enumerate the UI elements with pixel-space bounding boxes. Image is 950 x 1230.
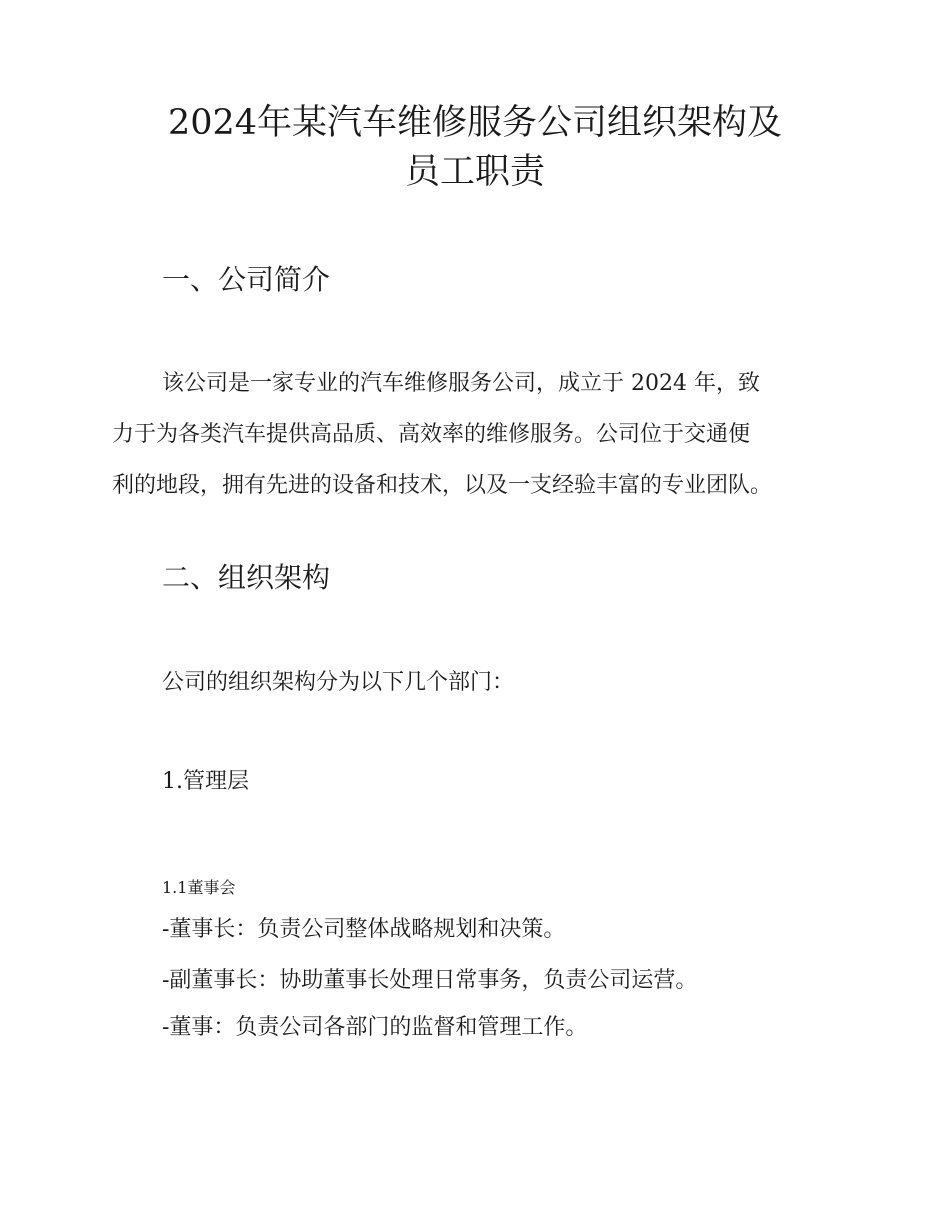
section-heading-org-structure: 二、组织架构 <box>162 561 331 594</box>
subheading-management: 1.管理层 <box>162 769 249 794</box>
intro-paragraph-line-1: 该公司是一家专业的汽车维修服务公司，成立于 2024 年，致 <box>162 371 760 396</box>
section-heading-company-intro: 一、公司简介 <box>162 263 331 296</box>
document-title-line-1: 2024年某汽车维修服务公司组织架构及 <box>167 103 783 143</box>
org-structure-intro: 公司的组织架构分为以下几个部门： <box>162 670 515 695</box>
board-item-vice-chairman: -副董事长：协助董事长处理日常事务，负责公司运营。 <box>162 968 698 993</box>
intro-paragraph-line-2: 力于为各类汽车提供高品质、高效率的维修服务。公司位于交通便 <box>112 422 751 447</box>
board-item-director: -董事：负责公司各部门的监督和管理工作。 <box>162 1015 588 1040</box>
board-item-chairman: -董事长：负责公司整体战略规划和决策。 <box>162 917 566 942</box>
subheading-board: 1.1董事会 <box>162 878 236 897</box>
document-title-line-2: 员工职责 <box>404 152 545 192</box>
intro-paragraph-line-3: 利的地段，拥有先进的设备和技术，以及一支经验丰富的专业团队。 <box>112 473 773 498</box>
